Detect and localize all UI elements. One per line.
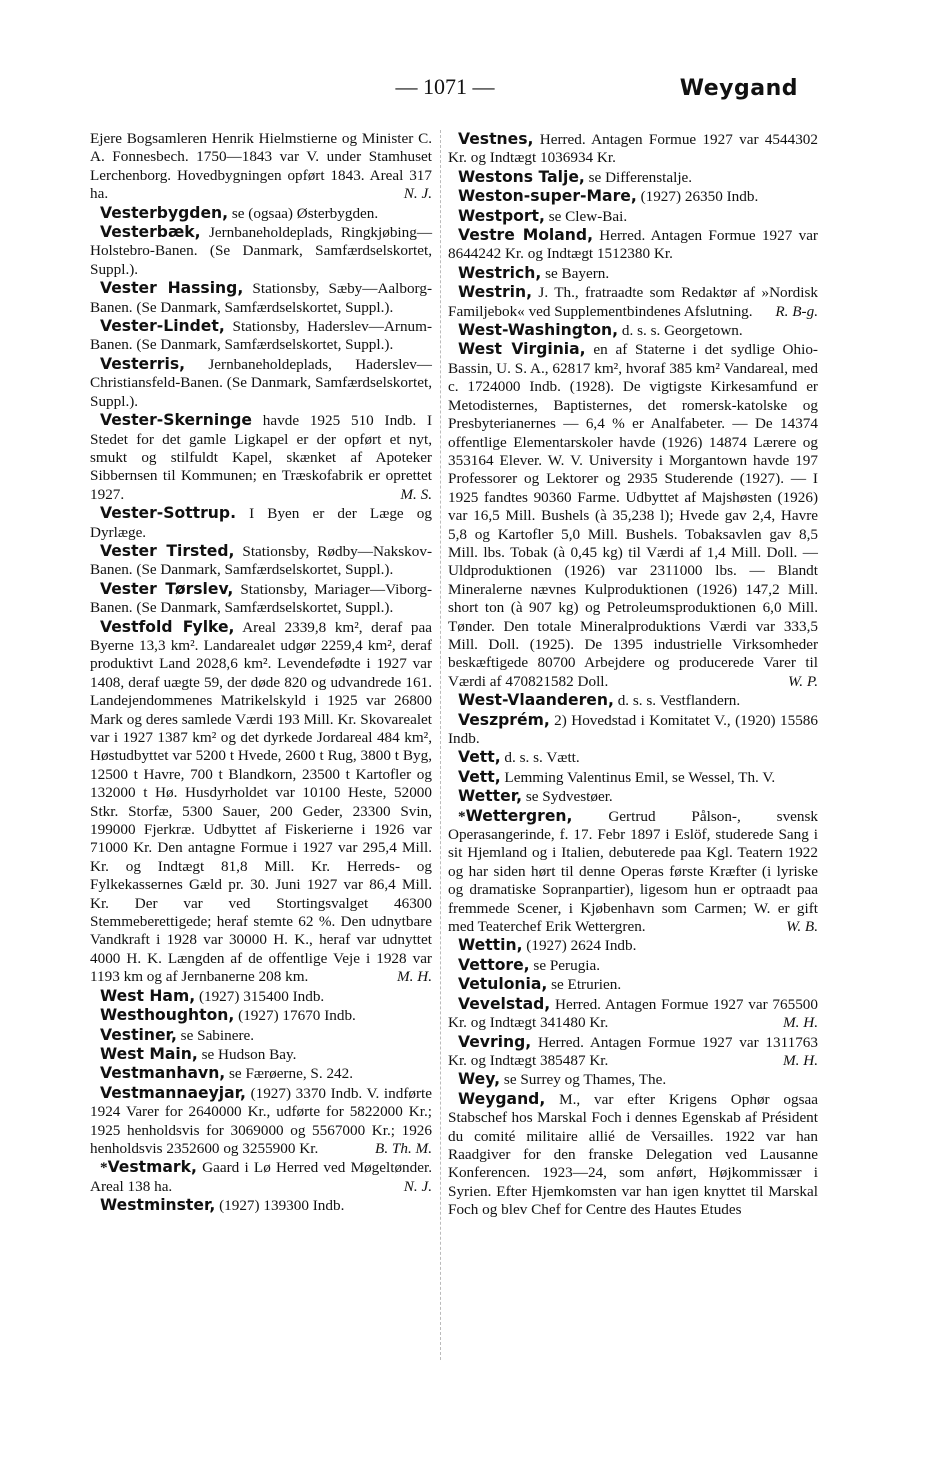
entry <box>90 987 432 1006</box>
author-signature: M. H. <box>782 1014 818 1032</box>
entry-text: se Clew-Bai. <box>548 207 628 225</box>
entry-text: d. s. s. Vætt. <box>504 749 580 767</box>
entry <box>448 130 818 168</box>
entry <box>90 1026 432 1045</box>
entry-text: Herred. Antagen Formue 1927 var 8644242 Kr. og Indtægt 1512380 Kr. <box>448 227 818 263</box>
entry-text: se Etrurien. <box>551 976 622 994</box>
entry-headword: Vester Tørslev, <box>100 579 234 598</box>
entry <box>448 936 818 955</box>
entry <box>90 223 432 279</box>
entry-text: Jernbaneholdeplads, Ringkjøbing—Holstebro-Banen. (Se Danmark, Samfærdselskortet, Suppl.). <box>90 224 433 278</box>
entry-text: se Differenstalje. <box>588 168 693 186</box>
entry-headword: Vester-Lindet, <box>100 317 225 336</box>
entry <box>448 807 818 937</box>
entry <box>90 542 432 580</box>
entry-headword: Vestnes, <box>458 130 534 148</box>
author-signature: M. H. <box>782 1051 818 1069</box>
entry-headword: Westport, <box>458 206 545 225</box>
right-column <box>448 130 818 1220</box>
entry-headword: Vester-Skerninge <box>100 411 253 430</box>
entry <box>90 130 432 204</box>
entry-text: I Byen er der Læge og Dyrlæge. <box>90 505 432 541</box>
entry <box>90 1084 432 1159</box>
entry-headword: Vetulonia, <box>458 975 548 994</box>
column-divider <box>440 130 441 1360</box>
entry <box>90 317 432 355</box>
author-signature: W. P. <box>788 672 818 690</box>
entry-text: Jernbaneholdeplads, Haderslev—Christiansfeld-Banen. (Se Danmark, Samfærdselskortet, Suppl.). <box>90 355 432 410</box>
entry <box>448 340 818 691</box>
author-signature: N. J. <box>403 1177 432 1195</box>
author-signature: W. B. <box>786 918 818 936</box>
asterisk-mark: * <box>458 807 466 825</box>
entry-text: d. s. s. Vestflandern. <box>617 692 741 710</box>
entry-text: se Bayern. <box>545 264 610 282</box>
entry <box>90 355 432 411</box>
entry-headword: Wey, <box>458 1070 501 1089</box>
entry <box>448 975 818 994</box>
entry <box>90 618 432 987</box>
entry-text: Gaard i Lø Herred ved Møgeltønder. Areal 138 ha. <box>90 1159 432 1195</box>
entry-headword: Westrich, <box>458 263 542 282</box>
entry-text: Gertrud Pålson-, svensk Operasangerinde, f. 17. Febr 1897 i Eslöf, studerede Sang i sit Hjemland og i Italien, debuterede paa Kgl. Teatern 1922 og har siden hørt til denne Operas første Kræfter (i lyriske og dramatiske Sopranpartier), ligesom hun er optraadt paa fremmede Scener, i Kjøbenhavn som Carmen; W. er gift med Teaterchef Erik Wettergren. <box>448 807 819 936</box>
entry-text: havde 1925 510 Indb. I Stedet for det gamle Ligkapel er der opført et nyt, smukt og stilfuldt Kapel, skænket af Apoteker Sibbernsen til Kommunen; en Træskofabrik er oprettet 1927. <box>90 412 432 503</box>
entry-headword: Weston-super-Mare, <box>458 187 637 206</box>
entry-text: se Færøerne, S. 242. <box>229 1065 354 1083</box>
entry-headword: Vestmark, <box>107 1158 197 1177</box>
entry <box>448 1070 818 1089</box>
entry-headword: Vett, <box>458 767 501 786</box>
entry <box>448 207 818 226</box>
entry-headword: Westons Talje, <box>458 167 585 186</box>
entry-headword: Vester Hassing, <box>100 279 244 298</box>
entry-headword: Vesterbæk, <box>100 223 201 242</box>
entry <box>448 321 818 340</box>
entry-headword: West-Washington, <box>458 321 619 340</box>
entry <box>90 204 432 223</box>
entry-text: se Sydvestøer. <box>525 788 613 806</box>
entry-headword: Vestmanhavn, <box>100 1064 226 1083</box>
entry-text: Lemming Valentinus Emil, se Wessel, Th. V. <box>504 768 776 786</box>
left-column <box>90 130 432 1216</box>
entry-text: Herred. Antagen Formue 1927 var 1311763 Kr. og Indtægt 385487 Kr. <box>448 1033 818 1069</box>
entry-headword: Vett, <box>458 748 501 767</box>
entry <box>448 995 818 1033</box>
entry <box>90 411 432 504</box>
entry <box>90 504 432 542</box>
entry-text: Stationsby, Sæby—Aalborg-Banen. (Se Danmark, Samfærdselskortet, Suppl.). <box>90 280 432 316</box>
entry-headword: Weygand, <box>458 1089 546 1108</box>
entry <box>90 1045 432 1064</box>
entry-text: Areal 2339,8 km², deraf paa Byerne 13,3 km². Landarealet udgør 2259,4 km², deraf produktivt Land 2028,6 km². Levendefødte i 1927 var 1408, deraf uægte 59, der døde 820 og udvandrede 161. Landejendommenes Matrikelskyld i 1925 var 26800 Mark og deres samlede Værdi 193 Mill. Kr. Skovarealet var i 1927 1387 km² og det dyrkede Jordareal 484 km², Høstudbyttet var 5200 t Hvede, 2600 t Rug, 3800 t Byg, 12500 t Havre, 700 t Blandkorn, 23500 t Kartofler og 132000 t Hø. Husdyrholdet var 10100 Heste, 52000 Stkr. Storfæ, 5300 Sauer, 200 Geder, 23300 Svin, 199000 Fjerkræ. Udbyttet af Fiskerierne i 1926 var 71000 Kr. Den antagne Formue i 1927 var 295,4 Mill. Kr. og Indtægt 81,8 Mill. Kr. Herreds- og Fylkekassernes Gæld pr. 30. Juni 1927 var 86,4 Mill. Kr. Der var ved Stortingsvalget 46300 Stemmeberettigede; heraf stemte 62 %. Den udnytbare Vandkraft i 1928 var 30000 H. K., heraf var udnyttet 4000 H. K. Længden af de offentlige Veje i 1928 var 1193 km og af Jernbanerne 208 km. <box>90 618 432 986</box>
entry-headword: Vestre Moland, <box>458 226 593 245</box>
entry-text: (1927) 2624 Indb. <box>526 937 637 955</box>
entry-text: se Sabinere. <box>180 1026 255 1044</box>
entry <box>448 711 818 749</box>
entry <box>448 1033 818 1071</box>
entry-text: J. Th., fratraadte som Redaktør af »Nordisk Familjebok« ved Supplementbindenes Afslutning. <box>448 284 818 320</box>
entry-headword: Westminster, <box>100 1196 216 1215</box>
entry <box>448 1090 818 1220</box>
entry <box>90 580 432 618</box>
entry-headword: West Main, <box>100 1044 198 1063</box>
entry <box>90 1158 432 1196</box>
entry-headword: Vevelstad, <box>458 994 551 1013</box>
entry-text: en af Staterne i det sydlige Ohio-Bassin, U. S. A., 62817 km², hvoraf 385 km² Vandareal, med c. 1724000 Indb. (1928). De vigtigste Kirkesamfund er Metodisternes, Baptisternes, det romersk-katolske og Presbyterianernes — 6,4 % er Analfabeter. — De 14374 offentlige Elementarskoler havde (1926) 14874 Lærere og 353164 Elever. W. V. University i Morgantown havde 197 Professorer og Lektorer og 2935 Studerende (1927). — I 1925 fandtes 90360 Farme. Udbyttet af Majshøsten (1926) var 16,5 Mill. Bushels (à 35,238 l); Hvede gav 2,4, Havre 5,8 og Kartofler 5,0 Mill. Bushels. Tobaksavlen gav 8,5 Mill. lbs. Tobak (à 0,45 kg) til Værdi af 1,4 Mill. Doll. — Uldproduktionen (1926) var 2311000 lbs. — Blandt Mineralerne nævnes Kulproduktionen (1926) 147,2 Mill. short ton (à 907 kg) og Petroleumsproduktionen 6,0 Mill. Tønder. Den totale Mineralproduktions Værdi var 333,5 Mill. Doll. (1925). De 1395 industrielle Virksomheder beskæftigede 80700 Arbejdere og producerede Varer til Værdi af 470821582 Doll. <box>448 341 818 690</box>
entry-text: (1927) 139300 Indb. <box>219 1197 345 1215</box>
entry-headword: Wetter, <box>458 787 523 806</box>
entry-headword: Wettin, <box>458 936 523 955</box>
entry-headword: Westhoughton, <box>100 1006 235 1025</box>
entry-headword: Veszprém, <box>458 710 550 729</box>
entry <box>90 279 432 317</box>
entry-headword: Wettergren, <box>465 806 573 825</box>
entry-headword: Vettore, <box>458 955 530 974</box>
entry-headword: Vesterris, <box>100 354 186 373</box>
entry <box>448 748 818 767</box>
entry <box>448 691 818 710</box>
entry-headword: Vester-Sottrup. <box>100 504 236 523</box>
entry-headword: Westrin, <box>458 283 533 302</box>
entry-text: 2) Hovedstad i Komitatet V., (1920) 15586 Indb. <box>448 711 818 747</box>
entry-headword: Vevring, <box>458 1032 532 1051</box>
entry-text: Stationsby, Haderslev—Arnum-Banen. (Se Danmark, Samfærdselskortet, Suppl.). <box>90 318 433 354</box>
author-signature: N. J. <box>403 185 432 203</box>
entry-text: (1927) 3370 Indb. V. indførte 1924 Varer for 2640000 Kr., udførte for 5822000 Kr.; 1925 henholdsvis for 3069000 og 5567000 Kr.; 1926 henholdsvis 2352600 og 3255900 Kr. <box>90 1084 433 1157</box>
entry-headword: West Ham, <box>100 986 196 1005</box>
entry-headword: Vestiner, <box>100 1025 177 1044</box>
entry-text: (1927) 315400 Indb. <box>198 987 325 1005</box>
entry-text: (1927) 26350 Indb. <box>640 188 759 206</box>
entry <box>448 956 818 975</box>
entry-text: se Surrey og Thames, The. <box>503 1071 667 1089</box>
entry-text: Stationsby, Mariager—Viborg-Banen. (Se Danmark, Samfærdselskortet, Suppl.). <box>90 580 433 617</box>
author-signature: M. H. <box>396 968 432 986</box>
author-signature: B. Th. M. <box>375 1139 432 1157</box>
entry <box>448 768 818 787</box>
entry-headword: West-Vlaanderen, <box>458 691 614 710</box>
entry <box>90 1006 432 1025</box>
entry-headword: West Virginia, <box>458 340 586 359</box>
entry-text: se Hudson Bay. <box>201 1045 297 1063</box>
entry-text: M., var efter Krigens Ophør ogsaa Stabschef hos Marskal Foch i dennes Egenskab af Président du comité militaire allié de Versailles. 1922 var han Raadgiver for den franske Delegation ved Lausanne Konferencen. 1923—24, som anført, Højkommissær i Syrien. Efter Hjemkomsten var han igen knyttet til Marskal Foch og blev Chef for Centre des Hautes Etudes <box>448 1090 818 1219</box>
entry-text: Ejere Bogsamleren Henrik Hielmstierne og Minister C. A. Fonnesbech. 1750—1843 var V. under Stamhuset Lerchenborg. Hovedbygningen opført 1843. Areal 317 ha. <box>90 130 432 203</box>
entry-text: Herred. Antagen Formue 1927 var 765500 Kr. og Indtægt 341480 Kr. <box>448 995 818 1032</box>
author-signature: M. S. <box>400 485 432 503</box>
entry <box>448 168 818 187</box>
entry <box>448 787 818 806</box>
entry-text: (1927) 17670 Indb. <box>238 1007 356 1025</box>
asterisk-mark: * <box>100 1159 108 1177</box>
entry <box>448 283 818 321</box>
entry-headword: Vestfold Fylke, <box>100 617 235 636</box>
entry-headword: Vester Tirsted, <box>100 541 235 560</box>
page-number: — 1071 — <box>395 74 495 99</box>
entry <box>448 264 818 283</box>
running-head: Weygand <box>679 76 798 101</box>
entry-headword: Vesterbygden, <box>100 203 229 222</box>
entry <box>90 1064 432 1083</box>
entry <box>448 226 818 264</box>
entry <box>90 1196 432 1215</box>
author-signature: R. B-g. <box>775 302 818 320</box>
entry-text: se (ogsaa) Østerbygden. <box>231 204 379 222</box>
entry-text: Herred. Antagen Formue 1927 var 4544302 Kr. og Indtægt 1036934 Kr. <box>448 131 818 167</box>
entry-text: se Perugia. <box>533 956 601 974</box>
entry-headword: Vestmannaeyjar, <box>100 1083 246 1102</box>
entry <box>448 187 818 206</box>
entry-text: Stationsby, Rødby—Nakskov-Banen. (Se Danmark, Samfærdselskortet, Suppl.). <box>90 542 432 579</box>
entry-text: d. s. s. Georgetown. <box>621 322 743 340</box>
